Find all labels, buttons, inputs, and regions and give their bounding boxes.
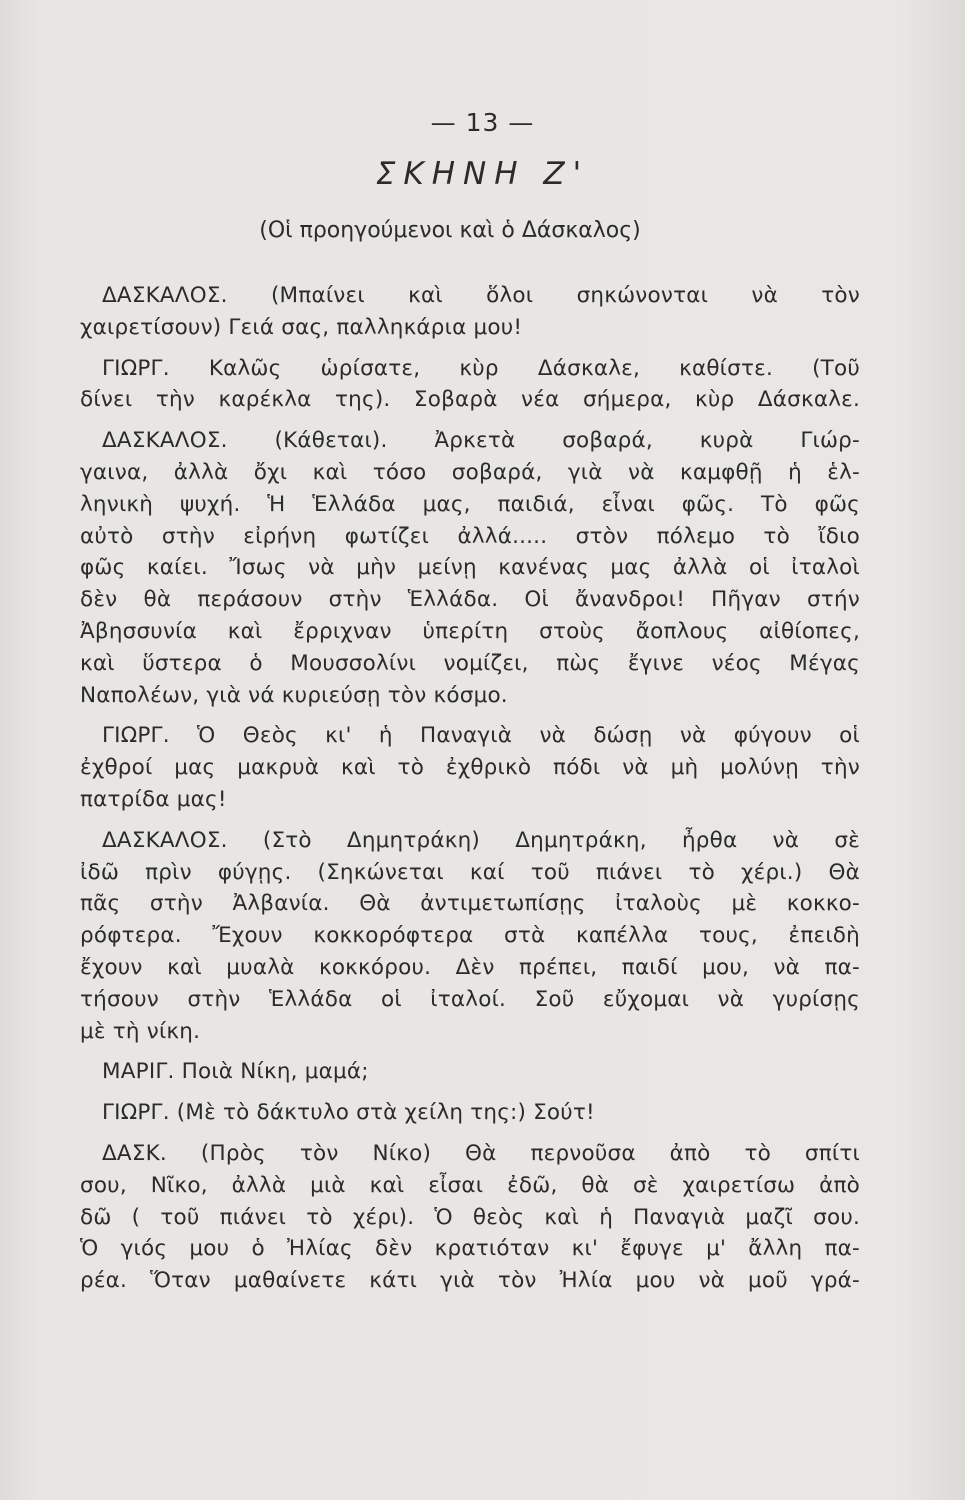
text-line: ἰδῶ πρὶν φύγῃς. (Σηκώνεται καί τοῦ πιάνει τὸ χέρι.) Θὰ — [80, 859, 860, 885]
text-line: δὲν θὰ περάσουν στὴν Ἑλλάδα. Οἱ ἄνανδροι! Πῆγαν στήν — [80, 587, 860, 613]
text-line: Ὁ γιός μου ὁ Ἠλίας δὲν κρατιόταν κι' ἔφυγε μ' ἄλλη πα- — [80, 1236, 860, 1262]
text-line: ἐχθροί μας μακρυὰ καὶ τὸ ἐχθρικὸ πόδι νὰ μὴ μολύνῃ τὴν — [80, 755, 860, 781]
text-line: Ἀβησσυνία καὶ ἔρριχναν ὑπερίτη στοὺς ἄοπλους αἰθίοπες, — [80, 618, 860, 644]
text-line: μὲ τὴ νίκη. — [80, 1018, 201, 1044]
text-line: δῶ ( τοῦ πιάνει τὸ χέρι). Ὁ θεὸς καὶ ἡ Παναγιὰ μαζῖ σου. — [80, 1204, 860, 1230]
text-line: ληνικὴ ψυχή. Ἡ Ἑλλάδα μας, παιδιά, εἶναι φῶς. Τὸ φῶς — [80, 491, 860, 517]
text-line: Ναπολέων, γιὰ νά κυριεύσῃ τὸν κόσμο. — [80, 682, 508, 708]
text-line: ΔΑΣΚ. (Πρὸς τὸν Νίκο) Θὰ περνοῦσα ἀπὸ τὸ σπίτι — [102, 1140, 860, 1166]
text-line: ΔΑΣΚΑΛΟΣ. (Κάθεται). Ἀρκετὰ σοβαρά, κυρὰ Γιώρ- — [102, 428, 860, 454]
scene-title: ΣΚΗΝΗ Ζ' — [375, 156, 590, 192]
text-line: ΜΑΡΙΓ. Ποιὰ Νίκη, μαμά; — [102, 1059, 369, 1085]
text-line: ΔΑΣΚΑΛΟΣ. (Μπαίνει καὶ ὅλοι σηκώνονται νὰ τὸν — [102, 283, 860, 308]
text-line: σου, Νῖκο, ἀλλὰ μιὰ καὶ εἶσαι ἐδῶ, θὰ σὲ χαιρετίσω ἀπὸ — [80, 1172, 860, 1198]
stage-direction: (Οἱ προηγούμενοι καὶ ὁ Δάσκαλος) — [259, 218, 641, 243]
page-number: — 13 — — [430, 108, 535, 137]
text-line: δίνει τὴν καρέκλα της). Σοβαρὰ νέα σήμερα, κὺρ Δάσκαλε. — [80, 387, 860, 413]
text-line: ΓΙΩΡΓ. Καλῶς ὡρίσατε, κὺρ Δάσκαλε, καθίστε. (Τοῦ — [102, 355, 860, 381]
text-line: ἔχουν καὶ μυαλὰ κοκκόρου. Δὲν πρέπει, παιδί μου, νὰ πα- — [80, 954, 860, 980]
text-line: ρόφτερα. Ἔχουν κοκκορόφτερα στὰ καπέλλα τους, ἐπειδὴ — [80, 923, 860, 949]
text-line: καὶ ὕστερα ὁ Μουσσολίνι νομίζει, πὼς ἔγινε νέος Μέγας — [80, 650, 860, 676]
text-line: τήσουν στὴν Ἑλλάδα οἱ ἰταλοί. Σοῦ εὔχομαι νὰ γυρίσῃς — [80, 986, 860, 1012]
text-line: ρέα. Ὅταν μαθαίνετε κάτι γιὰ τὸν Ἠλία μου νὰ μοῦ γρά- — [80, 1268, 860, 1294]
text-line: πατρίδα μας! — [80, 786, 227, 812]
text-line: πᾶς στὴν Ἀλβανία. Θὰ ἀντιμετωπίσῃς ἰταλοὺς μὲ κοκκο- — [80, 891, 860, 917]
text-line: χαιρετίσουν) Γειά σας, παλληκάρια μου! — [80, 314, 523, 340]
text-line: αὐτὸ στὴν εἰρήνη φωτίζει ἀλλά..... στὸν πόλεμο τὸ ἴδιο — [80, 523, 860, 549]
dialogue-body — [80, 280, 860, 1297]
text-line: γαινα, ἀλλὰ ὄχι καὶ τόσο σοβαρά, γιὰ νὰ καμφθῇ ἡ ἑλ- — [80, 459, 860, 485]
text-line: ΓΙΩΡΓ. Ὁ Θεὸς κι' ἡ Παναγιὰ νὰ δώσῃ νὰ φύγουν οἱ — [102, 723, 860, 749]
text-line: ΓΙΩΡΓ. (Μὲ τὸ δάκτυλο στὰ χείλη της:) Σούτ! — [102, 1100, 595, 1126]
text-line: ΔΑΣΚΑΛΟΣ. (Στὸ Δημητράκη) Δημητράκη, ἦρθα νὰ σὲ — [102, 827, 860, 853]
text-line: φῶς καίει. Ἴσως νὰ μὴν μείνῃ κανένας μας ἀλλὰ οἱ ἰταλοὶ — [80, 555, 860, 581]
